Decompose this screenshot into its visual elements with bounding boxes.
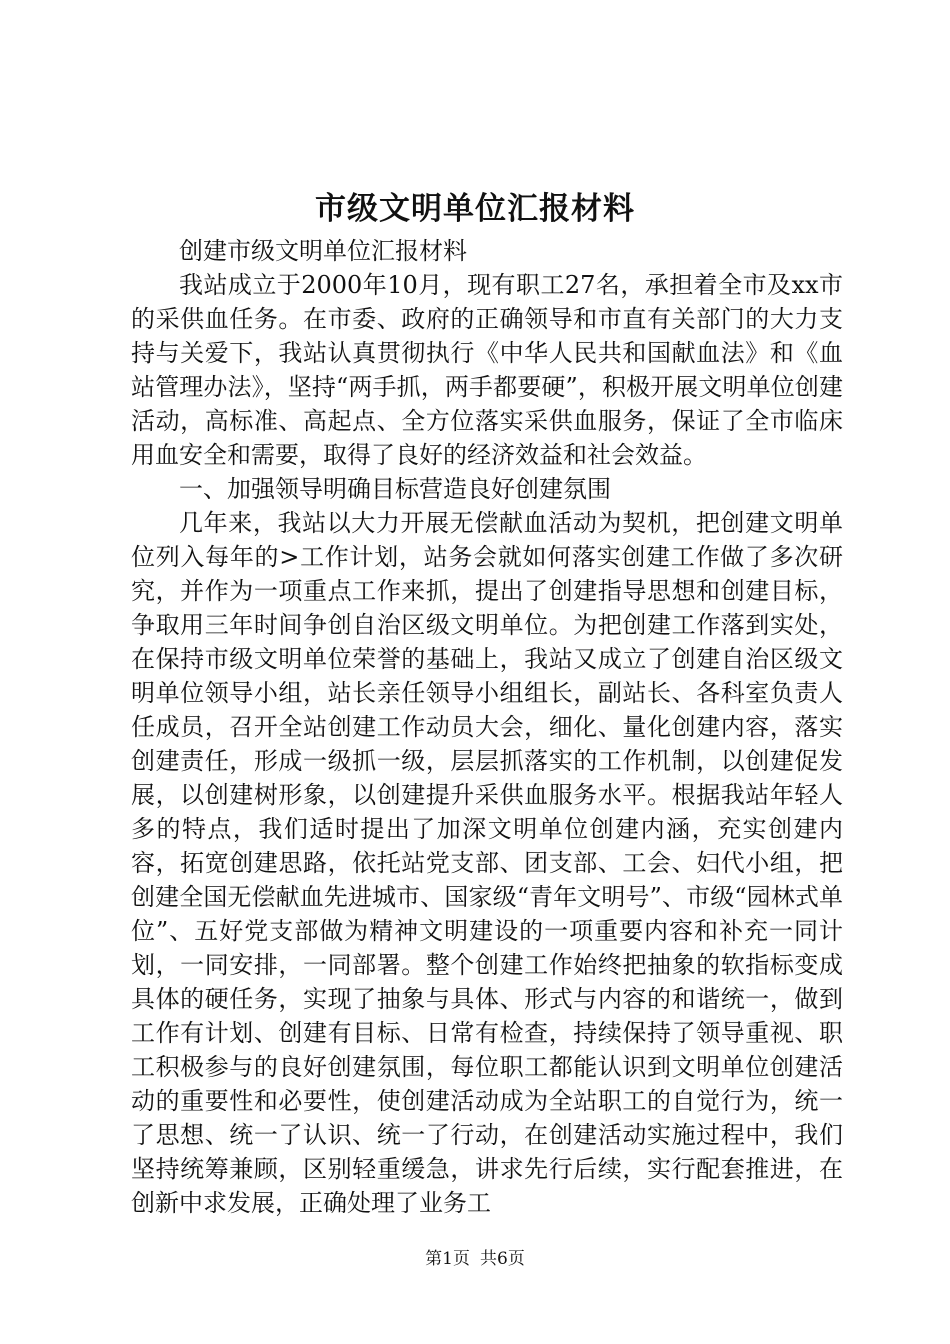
subtitle-paragraph: 创建市级文明单位汇报材料 (179, 237, 467, 265)
page-footer (0, 1244, 950, 1269)
page-total: 共6页 (480, 1249, 525, 1269)
section-paragraph: 几年来，我站以大力开展无偿献血活动为契机，把创建文明单位列入每年的>工作计划，站务会就如何落实创建工作做了多次研究，并作为一项重点工作来抓，提出了创建指导思想和创建目标，争取用三年时间争创自治区级文明单位。为把创建工作落到实处，在保持市级文明单位荣誉的基础上，我站又成立了创建自治区级文明单位领导小组，站长亲任领导小组组长，副站长、各科室负责人任成员，召开全站创建工作动员大会，细化、量化创建内容，落实创建责任，形成一级抓一级，层层抓落实的工作机制，以创建促发展，以创建树形象，以创建提升采供血服务水平。根据我站年轻人多的特点，我们适时提出了加深文明单位创建内涵，充实创建内容，拓宽创建思路，依托站党支部、团支部、工会、妇代小组，把创建全国无偿献血先进城市、国家级“青年文明号”、市级“园林式单位”、五好党支部做为精神文明建设的一项重要内容和补充一同计划，一同安排，一同部署。整个创建工作始终把抽象的软指标变成具体的硬任务，实现了抽象与具体、形式与内容的和谐统一，做到工作有计划、创建有目标、日常有检查，持续保持了领导重视、职工积极参与的良好创建氛围，每位职工都能认识到文明单位创建活动的重要性和必要性，使创建活动成为全站职工的自觉行为，统一了思想、统一了认识、统一了行动，在创建活动实施过程中，我们坚持统筹兼顾，区别轻重缓急，讲求先行后续，实行配套推进，在创新中求发展，正确处理了业务工 (131, 509, 843, 1217)
document-title: 市级文明单位汇报材料 (315, 191, 635, 227)
section-heading: 一、加强领导明确目标营造良好创建氛围 (179, 475, 611, 503)
intro-paragraph: 我站成立于2000年10月，现有职工27名，承担着全市及xx市的采供血任务。在市委、政府的正确领导和市直有关部门的大力支持与关爱下，我站认真贯彻执行《中华人民共和国献血法》和《血站管理办法》，坚持“两手抓，两手都要硬”，积极开展文明单位创建活动，高标准、高起点、全方位落实采供血服务，保证了全市临床用血安全和需要，取得了良好的经济效益和社会效益。 (131, 271, 843, 469)
page-number: 第1页 (425, 1249, 470, 1269)
document-body (131, 234, 843, 1220)
